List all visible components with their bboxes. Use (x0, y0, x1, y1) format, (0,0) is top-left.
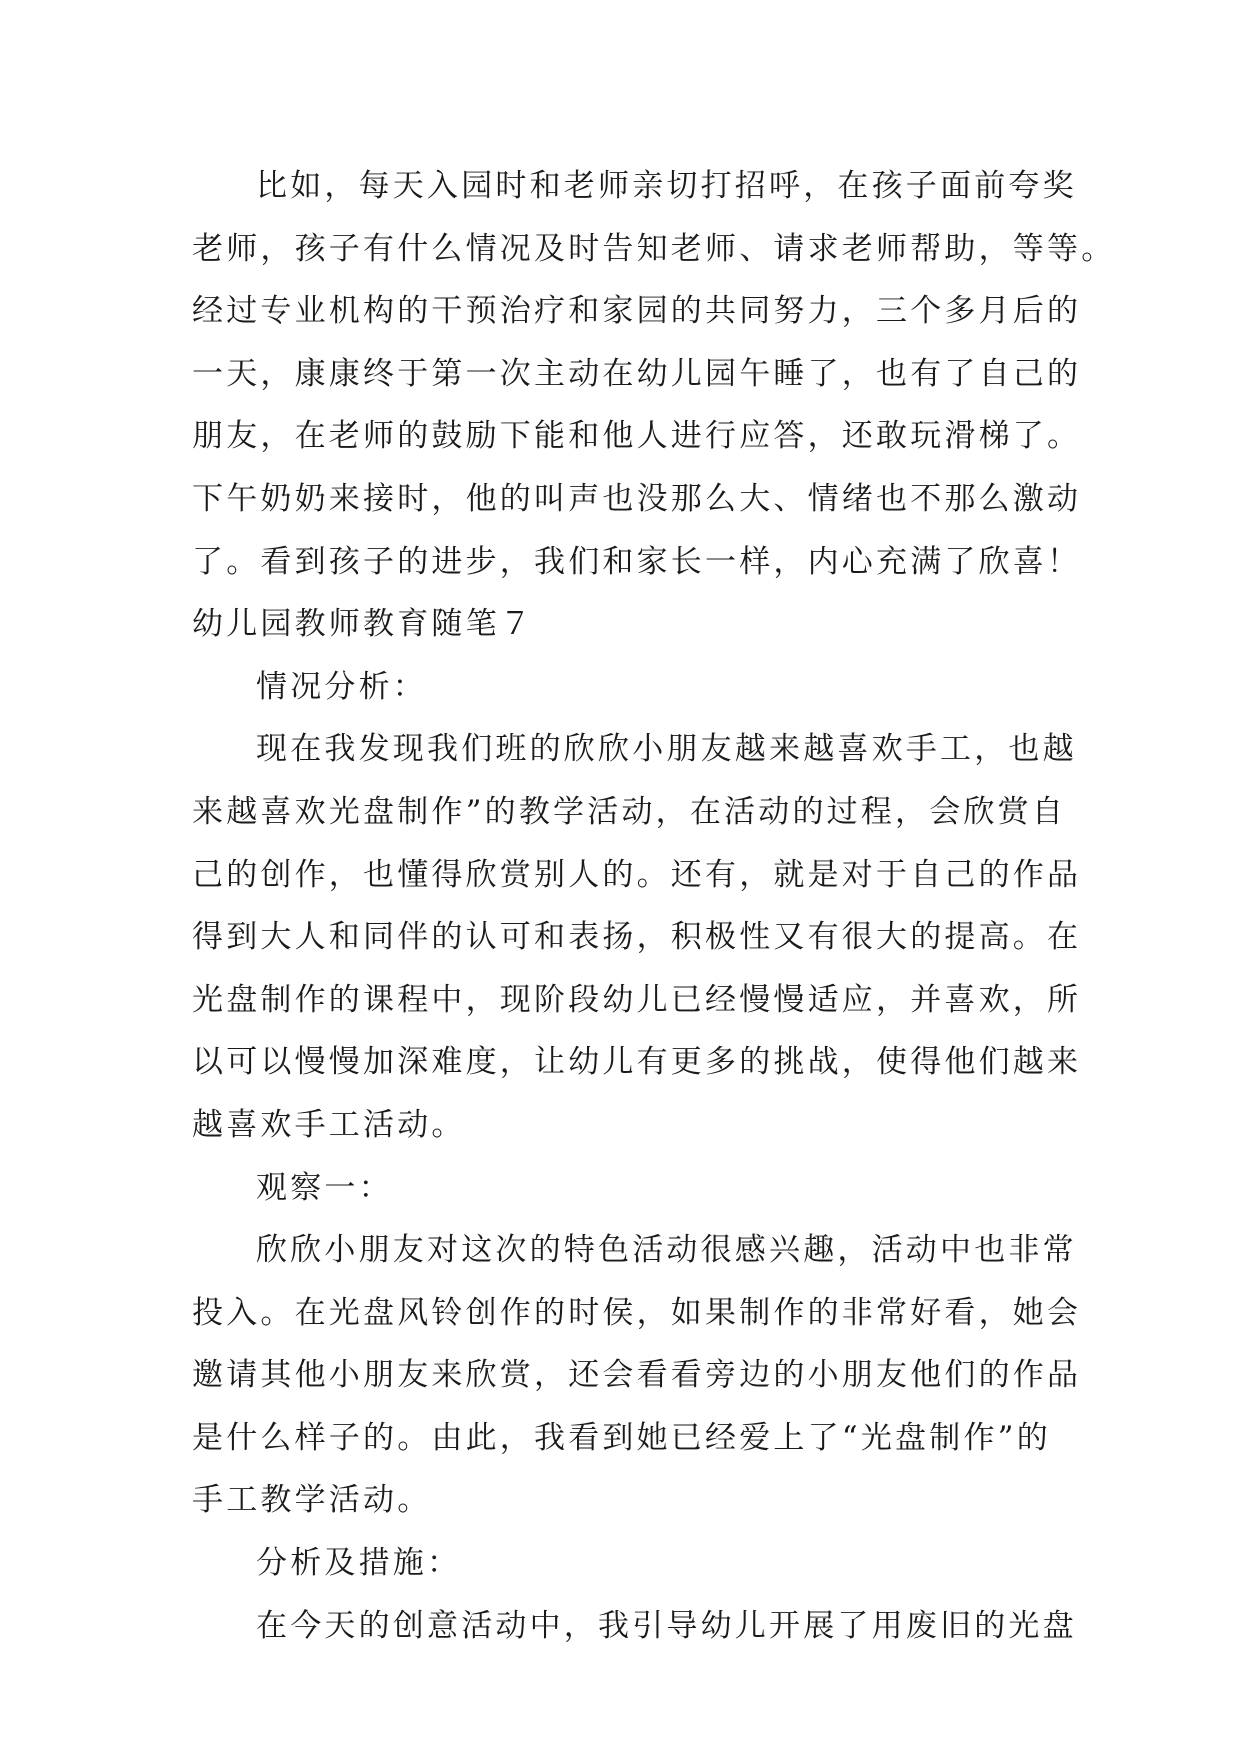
text-line: 手工教学活动。 (192, 1482, 432, 1519)
text-line: 以可以慢慢加深难度，让幼儿有更多的挑战，使得他们越来 (192, 1044, 1082, 1081)
text-line: 越喜欢手工活动。 (192, 1106, 466, 1143)
text-line: 一天，康康终于第一次主动在幼儿园午睡了，也有了自己的 (192, 355, 1082, 392)
text-line: 光盘制作的课程中，现阶段幼儿已经慢慢适应，并喜欢，所 (192, 981, 1082, 1018)
subheading: 情况分析： (256, 668, 427, 705)
text-line: 欣欣小朋友对这次的特色活动很感兴趣，活动中也非常 (256, 1232, 1077, 1269)
section-title: 幼儿园教师教育随笔７ (192, 606, 534, 643)
text-line: 得到大人和同伴的认可和表扬，积极性又有很大的提高。在 (192, 919, 1082, 956)
text-line: 现在我发现我们班的欣欣小朋友越来越喜欢手工，也越 (256, 731, 1077, 768)
text-line: 是什么样子的。由此，我看到她已经爱上了“光盘制作”的 (192, 1419, 1051, 1456)
text-line: 来越喜欢光盘制作”的教学活动，在活动的过程，会欣赏自 (192, 793, 1067, 830)
document-body (192, 155, 1116, 1657)
text-line: 朋友，在老师的鼓励下能和他人进行应答，还敢玩滑梯了。 (192, 418, 1082, 455)
subheading: 观察一： (256, 1169, 393, 1206)
text-line: 了。看到孩子的进步，我们和家长一样，内心充满了欣喜！ (192, 543, 1082, 580)
text-line: 己的创作，也懂得欣赏别人的。还有，就是对于自己的作品 (192, 856, 1082, 893)
text-line: 下午奶奶来接时，他的叫声也没那么大、情绪也不那么激动 (192, 480, 1082, 517)
text-line: 比如，每天入园时和老师亲切打招呼，在孩子面前夸奖 (256, 168, 1077, 204)
text-line: 老师，孩子有什么情况及时告知老师、请求老师帮助，等等。 (192, 230, 1116, 267)
subheading: 分析及措施： (256, 1545, 462, 1582)
text-line: 经过专业机构的干预治疗和家园的共同努力，三个多月后的 (192, 293, 1082, 330)
text-line: 邀请其他小朋友来欣赏，还会看看旁边的小朋友他们的作品 (192, 1357, 1082, 1394)
text-line: 在今天的创意活动中，我引导幼儿开展了用废旧的光盘 (256, 1607, 1077, 1644)
text-line: 投入。在光盘风铃创作的时侯，如果制作的非常好看，她会 (192, 1294, 1082, 1331)
